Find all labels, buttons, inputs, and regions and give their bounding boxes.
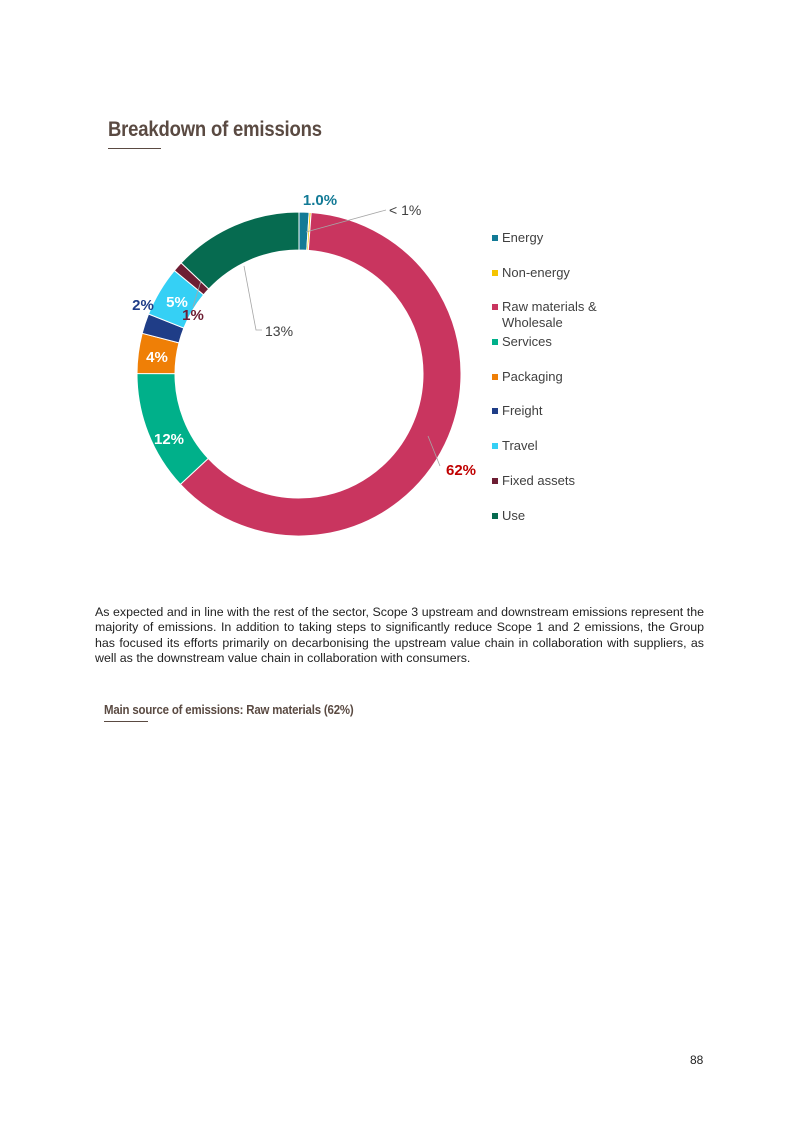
legend-label: Freight [502, 403, 543, 418]
legend-label: Energy [502, 230, 544, 245]
legend-label: Fixed assets [502, 473, 575, 488]
slice-use [181, 212, 299, 289]
legend-label: Packaging [502, 369, 563, 384]
donut-slices [137, 212, 461, 536]
legend-item-packaging [492, 369, 614, 385]
data-label-freight: 2% [132, 297, 154, 314]
legend-item-fixed-assets [492, 473, 614, 489]
data-label-services: 12% [153, 431, 185, 448]
legend-label: Use [502, 508, 526, 523]
page-title: Breakdown of emissions [108, 118, 322, 141]
data-label-fixed-assets: 1% [182, 307, 204, 324]
legend-swatch [492, 478, 498, 484]
legend-label: Raw materials & Wholesale [502, 299, 597, 330]
legend-swatch [492, 339, 498, 345]
emissions-donut-chart [0, 170, 800, 550]
legend-label: Services [502, 334, 552, 349]
data-label-energy: 1.0% [302, 192, 338, 209]
leader-line-use [244, 266, 262, 330]
data-label-non-energy: < 1% [389, 202, 422, 218]
legend-swatch [492, 304, 498, 310]
legend-item-non-energy [492, 265, 614, 281]
legend-swatch [492, 408, 498, 414]
legend-item-use [492, 508, 614, 524]
legend-swatch [492, 235, 498, 241]
data-label-packaging: 4% [146, 349, 168, 366]
legend-item-energy [492, 230, 614, 246]
legend-item-travel [492, 438, 614, 454]
legend-swatch [492, 513, 498, 519]
data-label-travel: 5% [166, 294, 188, 311]
data-label-raw-materials-wholesale: 62% [445, 462, 477, 479]
title-underline [108, 148, 161, 149]
section-subheading: Main source of emissions: Raw materials (62%) [104, 702, 354, 717]
slice-services [137, 373, 208, 484]
legend-swatch [492, 374, 498, 380]
legend-label: Non-energy [502, 265, 570, 280]
body-paragraph: As expected and in line with the rest of the sector, Scope 3 upstream and downstream emissions represent the majority of emissions. In addition to taking steps to significantly reduce Scope 1 and 2 emissions, the Group has focused its efforts primarily on decarbonising the upstream value chain in collaboration with suppliers, as well as the downstream value chain in collaboration with consumers. [95, 605, 704, 666]
data-label-use: 13% [265, 323, 294, 339]
legend-item-freight [492, 403, 614, 419]
legend-swatch [492, 443, 498, 449]
legend-swatch [492, 270, 498, 276]
legend-label: Travel [502, 438, 538, 453]
page-number: 88 [690, 1053, 704, 1067]
legend-item-raw-materials-wholesale [492, 299, 614, 331]
legend-item-services [492, 334, 614, 350]
subheading-underline [104, 721, 148, 722]
